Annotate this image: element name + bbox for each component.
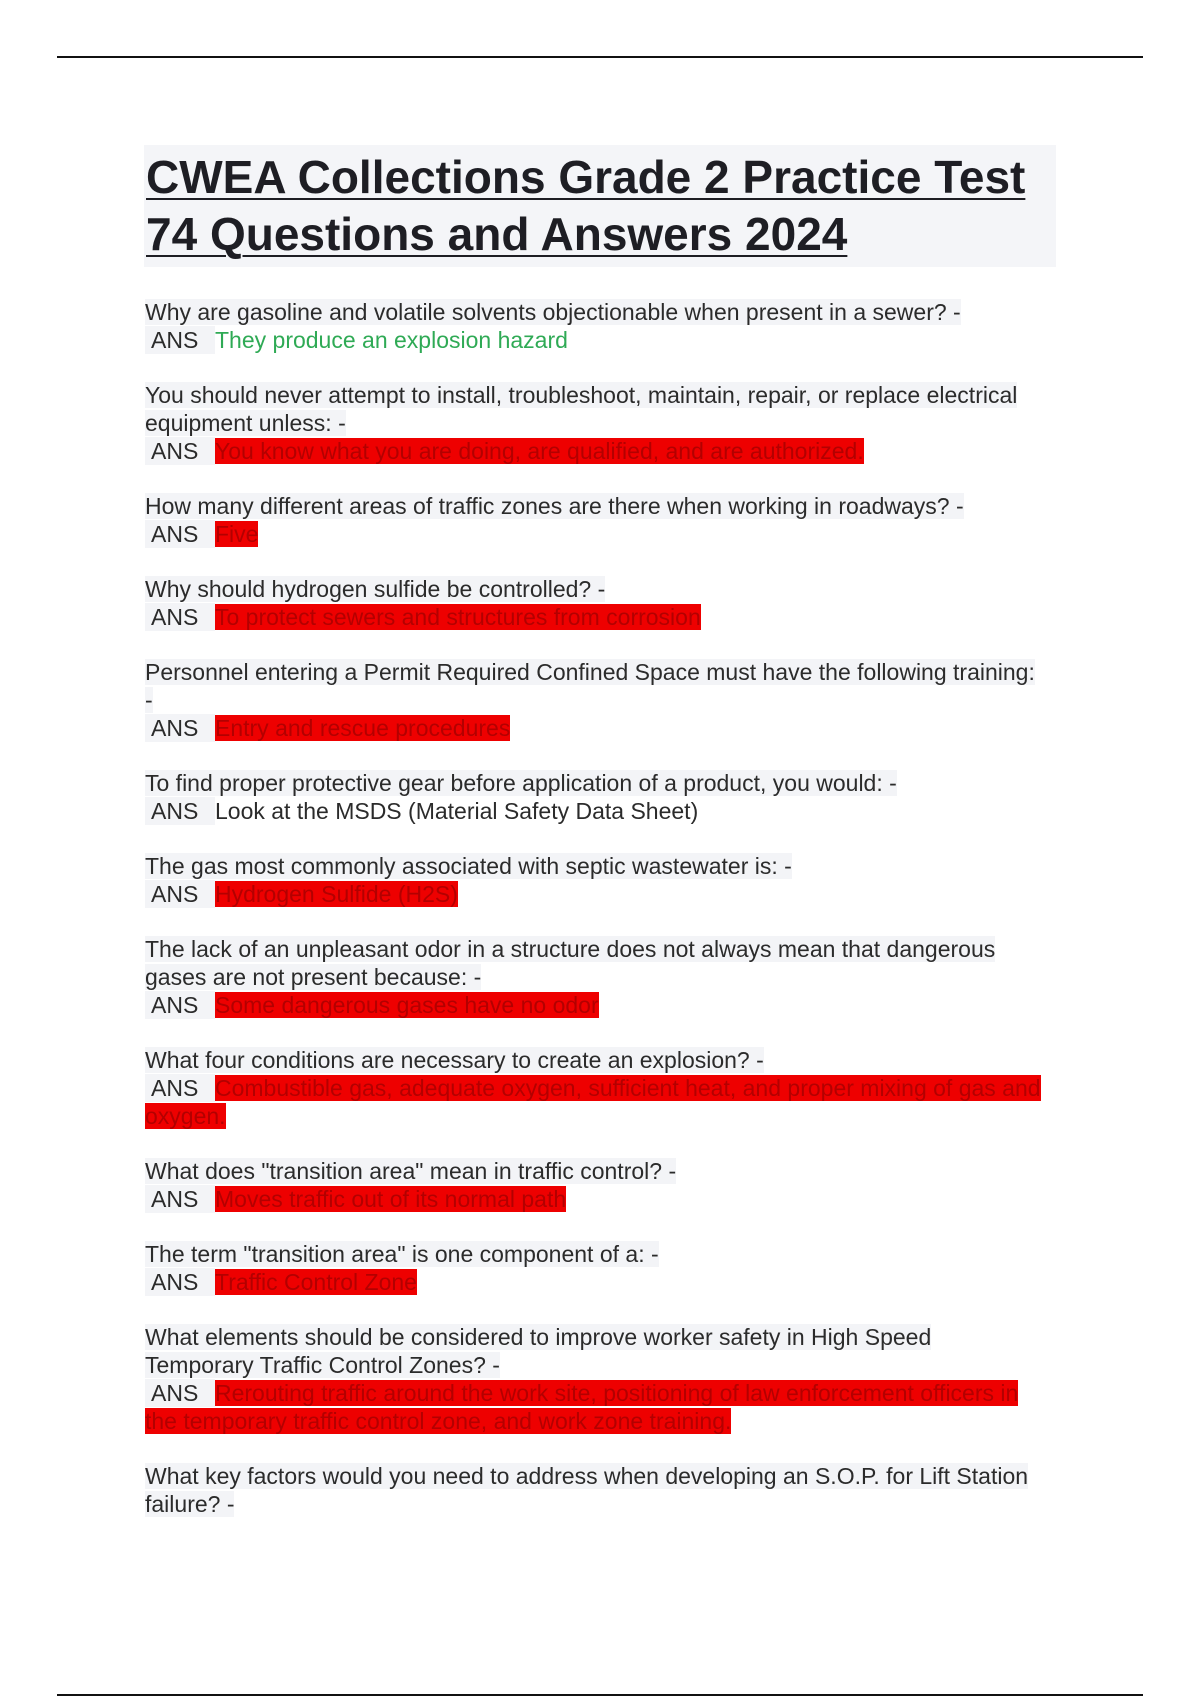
qa-item (145, 1046, 1045, 1130)
ans-label: ANS (145, 1268, 215, 1296)
question-text: What does "transition area" mean in traffic control? - (145, 1158, 677, 1184)
qa-item (145, 1323, 1045, 1435)
redacted-answer: You know what you are doing, are qualified, and are authorized. (215, 438, 864, 464)
top-rule (57, 56, 1143, 58)
ans-label: ANS (145, 437, 215, 465)
qa-item (145, 1462, 1045, 1518)
bottom-rule (57, 1694, 1143, 1696)
question-text: To find proper protective gear before application of a product, you would: - (145, 770, 897, 796)
answer-line (145, 603, 1045, 631)
redacted-answer: Five (215, 521, 259, 547)
answer-line (145, 714, 1045, 742)
answer-line (145, 1379, 1045, 1435)
answer-line (145, 1268, 1045, 1296)
qa-item (145, 1157, 1045, 1213)
redacted-answer: Moves traffic out of its normal path (215, 1186, 567, 1212)
redacted-answer: Combustible gas, adequate oxygen, sufficient heat, and proper mixing of gas and oxygen. (145, 1075, 1041, 1129)
answer-text: They produce an explosion hazard (215, 327, 568, 353)
answer-line (145, 520, 1045, 548)
ans-label: ANS (145, 1185, 215, 1213)
qa-item (145, 575, 1045, 631)
qa-item (145, 492, 1045, 548)
redacted-answer: Hydrogen Sulfide (H2S) (215, 881, 458, 907)
redacted-answer: Rerouting traffic around the work site, positioning of law enforcement officers in the temporary traffic control zone, and work zone training. (145, 1380, 1019, 1434)
answer-line (145, 991, 1045, 1019)
answer-line (145, 437, 1045, 465)
question-text: The lack of an unpleasant odor in a structure does not always mean that dangerous gases are not present because: - (145, 936, 996, 990)
answer-line (145, 1074, 1045, 1130)
ans-label: ANS (145, 326, 215, 354)
qa-item (145, 298, 1045, 354)
answer-text: Look at the MSDS (Material Safety Data Sheet) (215, 798, 699, 824)
answer-line (145, 1185, 1045, 1213)
question-text: How many different areas of traffic zones are there when working in roadways? - (145, 493, 964, 519)
redacted-answer: To protect sewers and structures from corrosion (215, 604, 701, 630)
redacted-answer: Traffic Control Zone (215, 1269, 417, 1295)
question-text: What four conditions are necessary to create an explosion? - (145, 1047, 764, 1073)
question-text: What key factors would you need to address when developing an S.O.P. for Lift Station failure? - (145, 1463, 1029, 1517)
qa-item (145, 658, 1045, 742)
answer-line (145, 326, 1045, 354)
qa-item (145, 935, 1045, 1019)
redacted-answer: Entry and rescue procedures (215, 715, 511, 741)
question-text: You should never attempt to install, troubleshoot, maintain, repair, or replace electrical equipment unless: - (145, 382, 1018, 436)
ans-label: ANS (145, 520, 215, 548)
ans-label: ANS (145, 797, 215, 825)
redacted-answer: Some dangerous gases have no odor (215, 992, 599, 1018)
qa-item (145, 852, 1045, 908)
question-text: Why are gasoline and volatile solvents objectionable when present in a sewer? - (145, 299, 961, 325)
question-text: The term "transition area" is one component of a: - (145, 1241, 659, 1267)
ans-label: ANS (145, 714, 215, 742)
question-text: Why should hydrogen sulfide be controlled? - (145, 576, 606, 602)
question-text: The gas most commonly associated with septic wastewater is: - (145, 853, 792, 879)
ans-label: ANS (145, 991, 215, 1019)
ans-label: ANS (145, 880, 215, 908)
answer-line (145, 880, 1045, 908)
ans-label: ANS (145, 1074, 215, 1102)
ans-label: ANS (145, 603, 215, 631)
document-title: CWEA Collections Grade 2 Practice Test 74 Questions and Answers 2024 (146, 151, 1026, 260)
title-block (144, 145, 1056, 267)
question-text: What elements should be considered to improve worker safety in High Speed Temporary Traffic Control Zones? - (145, 1324, 932, 1378)
ans-label: ANS (145, 1379, 215, 1407)
qa-item (145, 1240, 1045, 1296)
qa-item (145, 381, 1045, 465)
question-text: Personnel entering a Permit Required Confined Space must have the following training: - (145, 659, 1035, 713)
qa-item (145, 769, 1045, 825)
answer-line (145, 797, 1045, 825)
qa-list (145, 298, 1045, 1545)
